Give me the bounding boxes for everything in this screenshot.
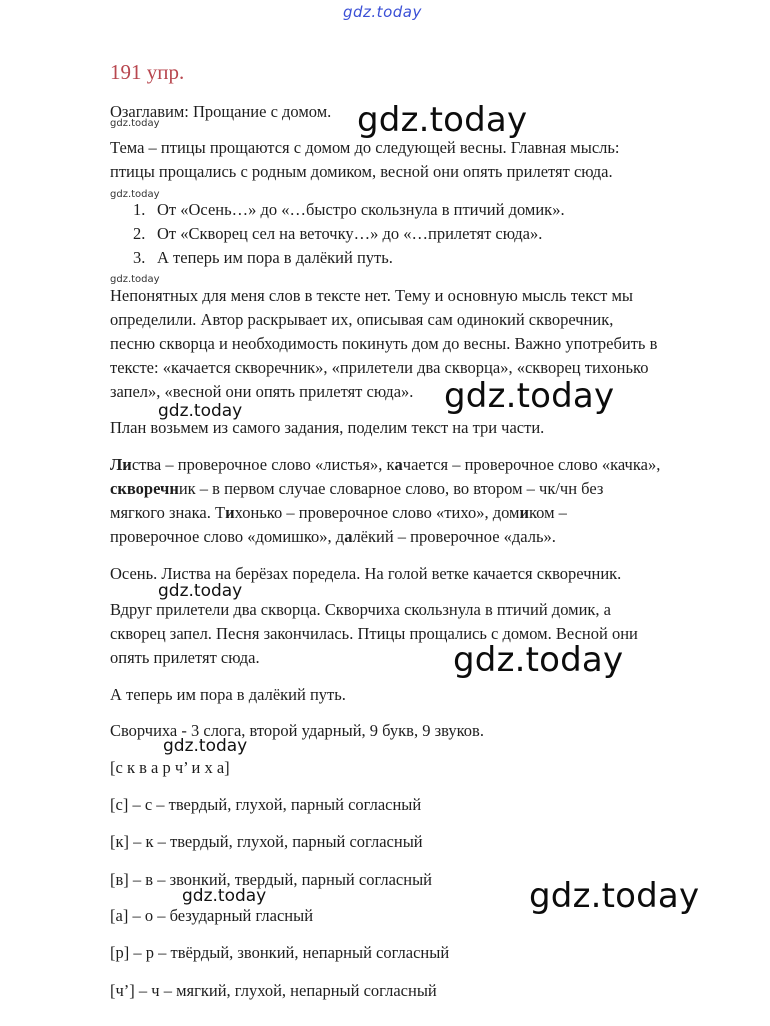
word-info: Сворчиха - 3 слога, второй ударный, 9 букв, 9 звуков. [110, 721, 484, 740]
plan-item [133, 198, 565, 222]
phonetic-line: [в] – в – звонкий, твердый, парный согласный [110, 870, 432, 889]
plan-item-text: От «Скворец сел на веточку…» до «…прилетят сюда». [157, 224, 543, 243]
spelling-text: ком – [529, 503, 567, 522]
heading-line: Озаглавим: Прощание с домом. [110, 102, 332, 121]
spelling-text: хонько – проверочное слово «тихо», дом [234, 503, 520, 522]
analysis-line-4: тексте: «качается скворечник», «прилетели два скворца», «скворец тихонько [110, 358, 649, 377]
spelling-bold: р [143, 479, 154, 498]
phonetic-line: [ч’] – ч – мягкий, глухой, непарный согласный [110, 981, 437, 1000]
spelling-line-2 [110, 477, 603, 501]
spelling-text: мягкого знака. Т [110, 503, 226, 522]
phonetic-line: [с] – с – твердый, глухой, парный согласный [110, 795, 422, 814]
watermark-large: gdz.today [357, 100, 528, 140]
story-line-1: Осень. Листва на берёзах поредела. На голой ветке качается скворечник. [110, 564, 622, 583]
plan-note: План возьмем из самого задания, поделим текст на три части. [110, 418, 545, 437]
spelling-bold: а [344, 527, 353, 546]
spelling-bold: о [135, 479, 144, 498]
spelling-bold: н [169, 479, 179, 498]
analysis-line-1: Непонятных для меня слов в тексте нет. Тему и основную мысль текст мы [110, 286, 634, 305]
spelling-line-4 [110, 525, 556, 549]
spelling-bold: а [394, 455, 403, 474]
plan-item-text: От «Осень…» до «…быстро скользнула в птичий домик». [157, 200, 565, 219]
plan-item [133, 246, 565, 270]
spelling-bold: ч [160, 479, 170, 498]
spelling-line-3 [110, 501, 567, 525]
spelling-text: ства – проверочное слово «листья», к [131, 455, 395, 474]
phonetic-line: [а] – о – безударный гласный [110, 906, 314, 925]
watermark-large: gdz.today [444, 376, 615, 416]
watermark-large: gdz.today [529, 876, 700, 916]
plan-item-number: 3. [133, 248, 146, 267]
theme-line-2: птицы прощались с родным домиком, весной они опять прилетят сюда. [110, 162, 613, 181]
story-end: А теперь им пора в далёкий путь. [110, 685, 346, 704]
spelling-bold: и [519, 503, 529, 522]
watermark-top: gdz.today [343, 3, 422, 21]
story-line-2: Вдруг прилетели два скворца. Скворчиха скользнула в птичий домик, а [110, 600, 612, 619]
watermark-small: gdz.today [110, 118, 160, 129]
spelling-text: лёкий – проверочное «даль». [352, 527, 556, 546]
spelling-bold: и [225, 503, 235, 522]
analysis-line-5: запел», «весной они опять прилетят сюда». [110, 382, 414, 401]
theme-line-1: Тема – птицы прощаются с домом до следующей весны. Главная мысль: [110, 138, 620, 157]
watermark-large: gdz.today [453, 640, 624, 680]
spelling-text: чается – проверочное слово «качка», [402, 455, 661, 474]
phonetic-line: [р] – р – твёрдый, звонкий, непарный согласный [110, 943, 450, 962]
plan-item-number: 1. [133, 200, 146, 219]
spelling-bold: е [153, 479, 160, 498]
plan-item [133, 222, 565, 246]
plan-item-number: 2. [133, 224, 146, 243]
analysis-line-3: песню скворца и необходимость покинуть дом до весны. Важно употребить в [110, 334, 658, 353]
watermark-small: gdz.today [110, 274, 160, 285]
story-line-4: опять прилетят сюда. [110, 648, 260, 667]
transcription: [с к в а р ч’ и х а] [110, 758, 230, 777]
plan-item-text: А теперь им пора в далёкий путь. [157, 248, 393, 267]
exercise-title: 191 упр. [110, 60, 185, 84]
spelling-bold: Л [110, 455, 123, 474]
spelling-line-1 [110, 453, 660, 477]
spelling-bold: скв [110, 479, 136, 498]
story-line-3: скворец запел. Песня закончилась. Птицы прощались с домом. Весной они [110, 624, 638, 643]
analysis-line-2: определили. Автор раскрывает их, описывая сам одинокий скворечник, [110, 310, 614, 329]
watermark-medium: gdz.today [158, 581, 243, 601]
watermark-medium: gdz.today [163, 736, 248, 756]
plan-list [133, 198, 565, 270]
watermark-medium: gdz.today [158, 401, 243, 421]
spelling-text: проверочное слово «домишко», д [110, 527, 345, 546]
spelling-bold: и [122, 455, 132, 474]
watermark-small: gdz.today [110, 189, 160, 200]
watermark-medium: gdz.today [182, 886, 267, 906]
spelling-text: ик – в первом случае словарное слово, во втором – чк/чн без [178, 479, 604, 498]
phonetic-line: [к] – к – твердый, глухой, парный согласный [110, 832, 423, 851]
